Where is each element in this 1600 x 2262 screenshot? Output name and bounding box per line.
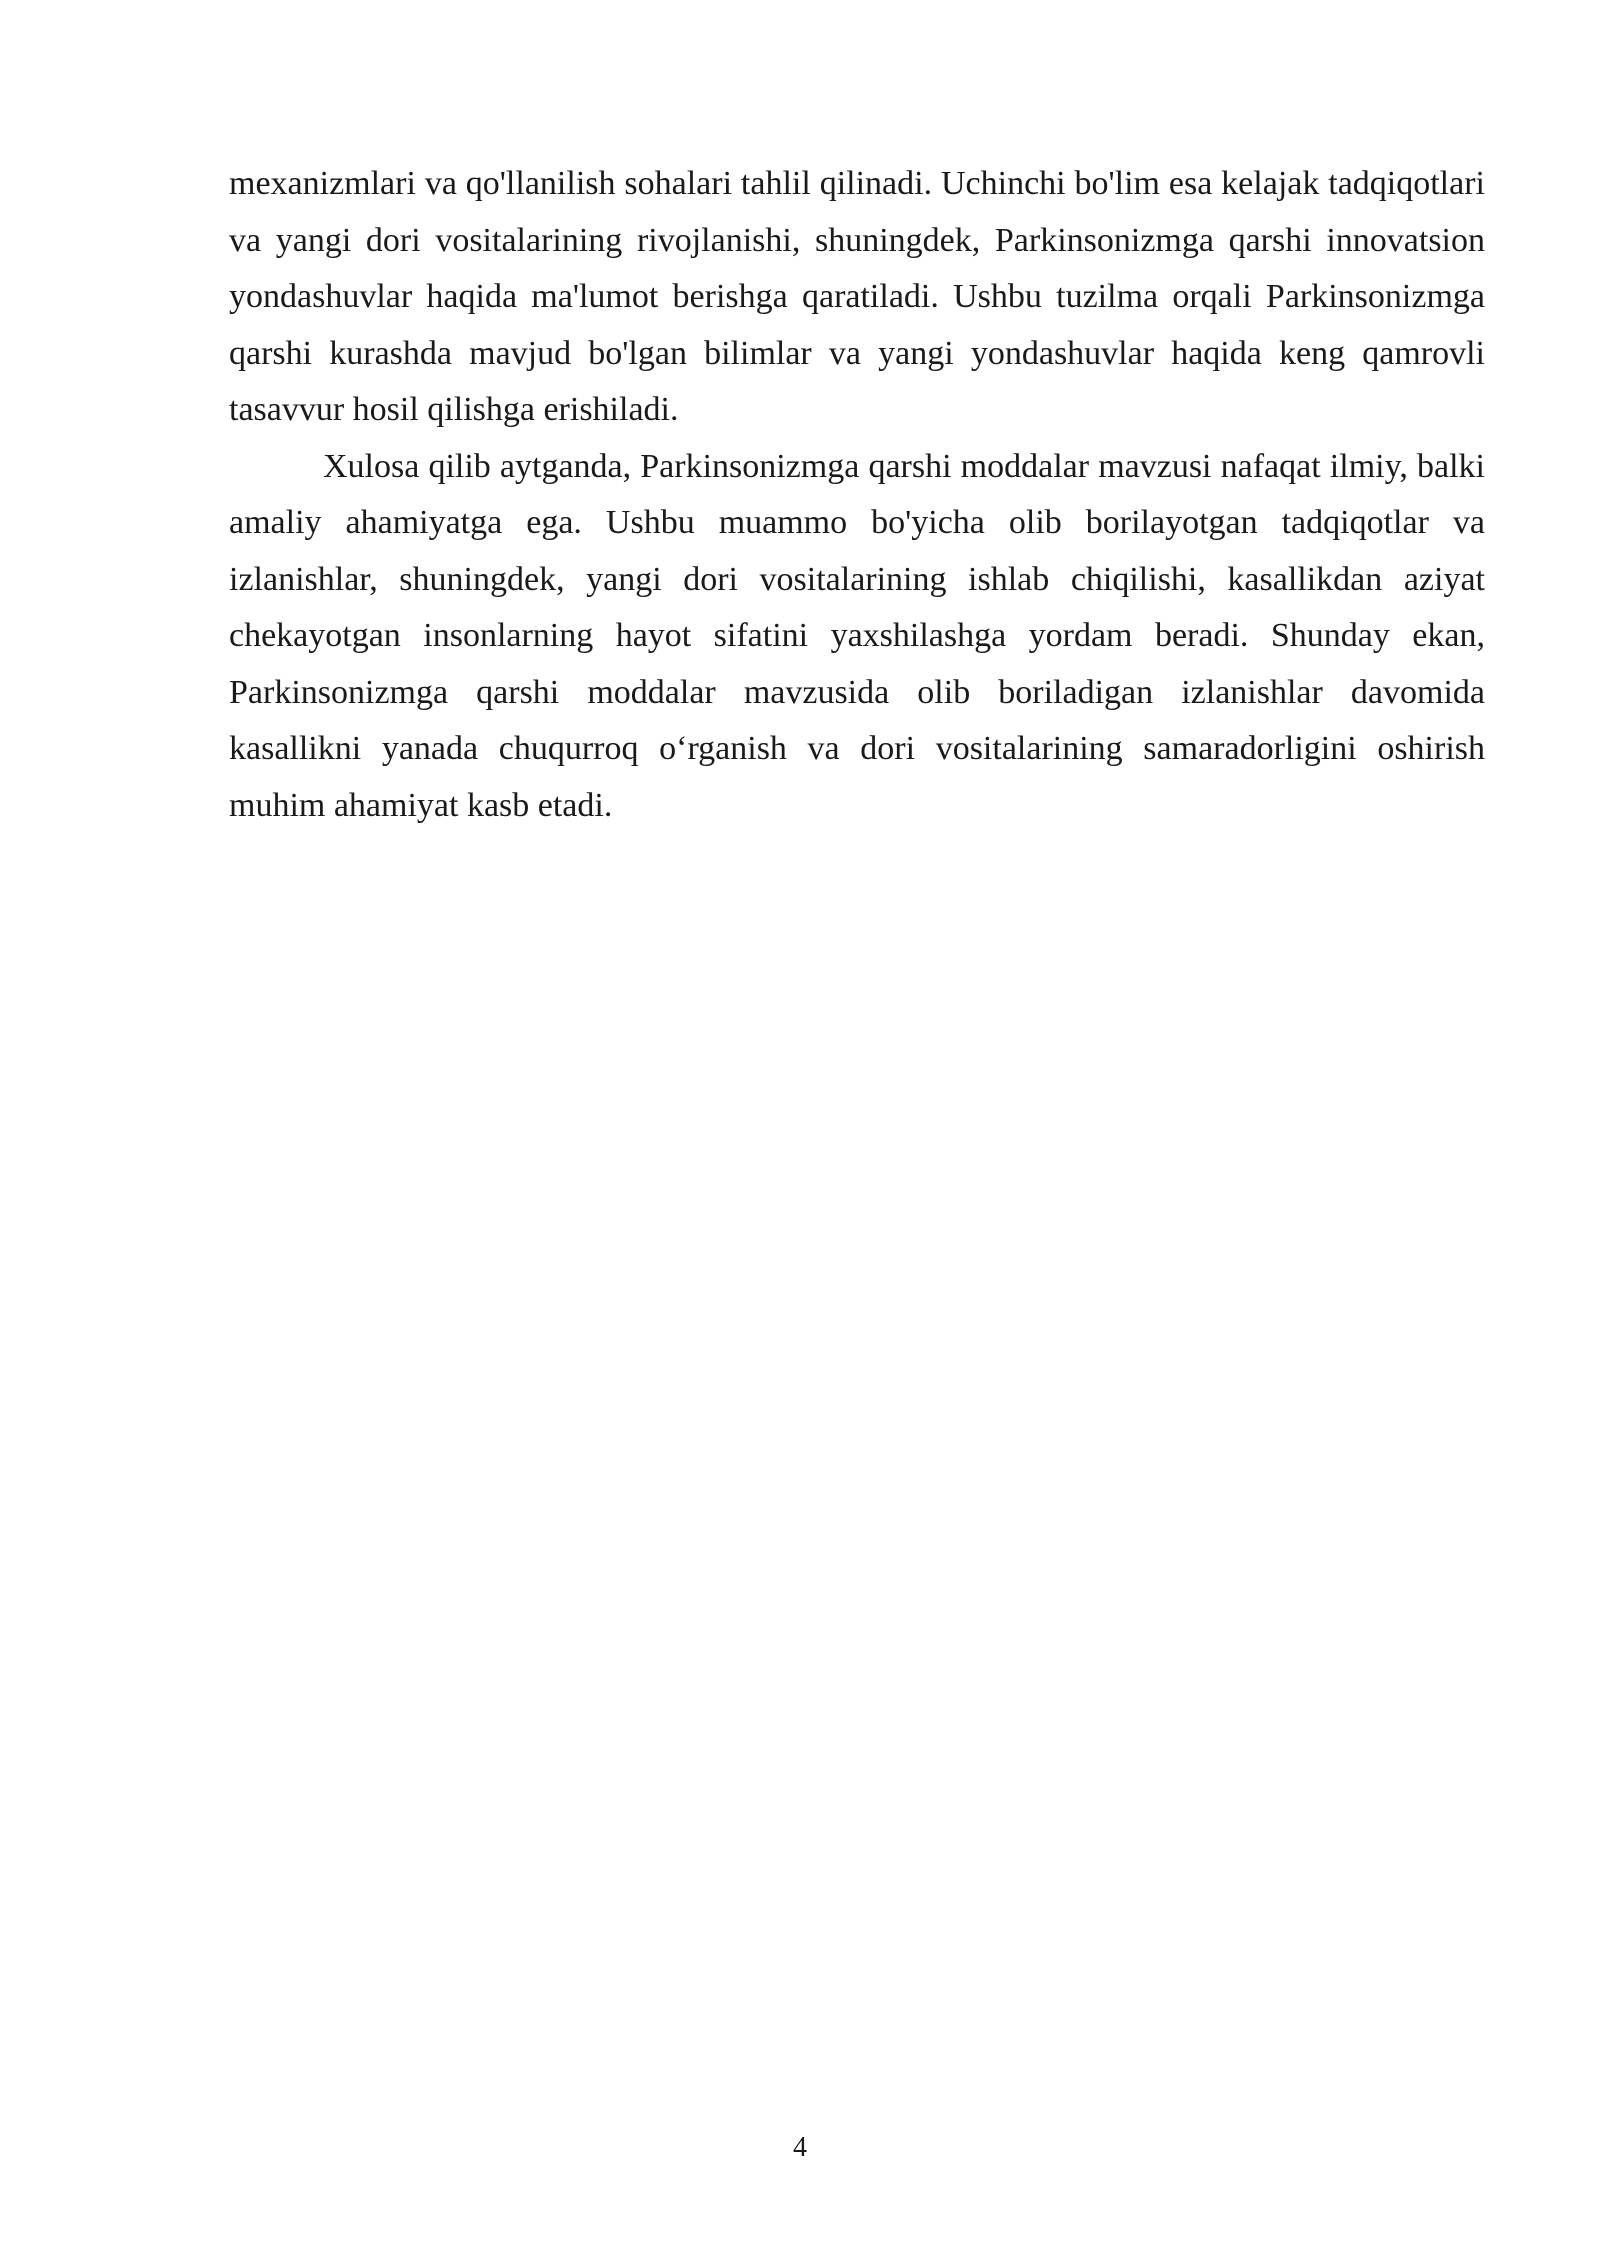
page-number: 4 (793, 2132, 807, 2163)
paragraph-conclusion: Xulosa qilib aytganda, Parkinsonizmga qarshi moddalar mavzusi nafaqat ilmiy, balki amaliy ahamiyatga ega. Ushbu muammo bo'yicha olib borilayotgan tadqiqotlar va izlanishlar, shuningdek, yangi dori vositalarining ishlab chiqilishi, kasallikdan aziyat chekayotgan insonlarning hayot sifatini yaxshilashga yordam beradi. Shunday ekan, Parkinsonizmga qarshi moddalar mavzusida olib boriladigan izlanishlar davomida kasallikni yanada chuqurroq oʻrganish va dori vositalarining samaradorligini oshirish muhim ahamiyat kasb etadi. (229, 447, 1485, 824)
paragraph-continuation: mexanizmlari va qo'llanilish sohalari tahlil qilinadi. Uchinchi bo'lim esa kelajak tadqiqotlari va yangi dori vositalarining rivojlanishi, shuningdek, Parkinsonizmga qarshi innovatsion yondashuvlar haqida ma'lumot berishga qaratiladi. Ushbu tuzilma orqali Parkinsonizmga qarshi kurashda mavjud bo'lgan bilimlar va yangi yondashuvlar haqida keng qamrovli tasavvur hosil qilishga erishiladi. (229, 165, 1485, 428)
body-text (229, 156, 1485, 834)
